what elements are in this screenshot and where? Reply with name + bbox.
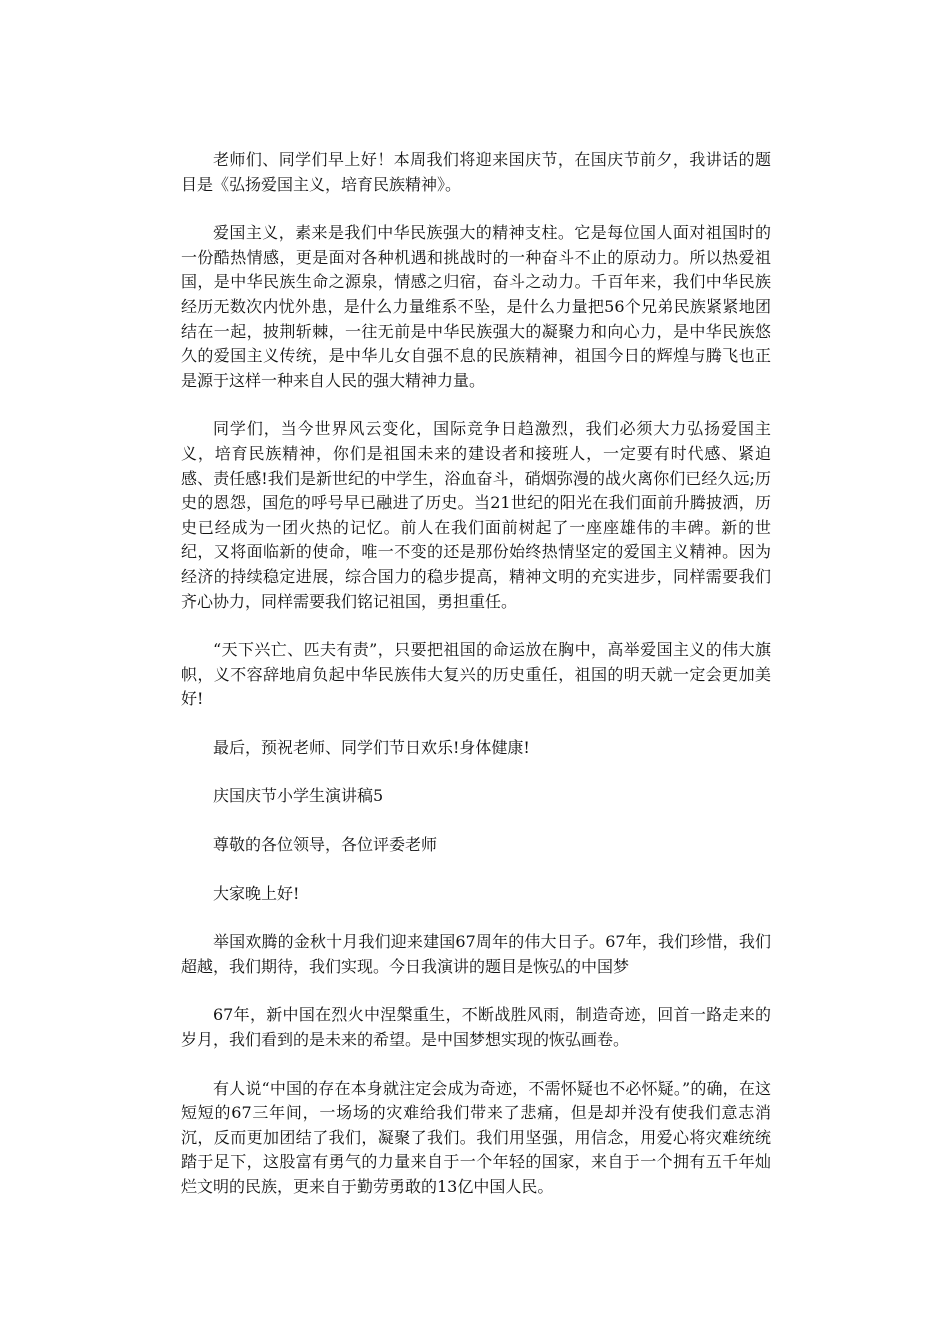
paragraph-rebirth: 67年，新中国在烈火中涅槃重生，不断战胜风雨，制造奇迹，回首一路走来的岁月，我们看到的是未来的希望。是中国梦想实现的恢弘画卷。 xyxy=(181,1005,771,1050)
paragraph-greeting: 老师们、同学们早上好！本周我们将迎来国庆节，在国庆节前夕，我讲话的题目是《弘扬爱国主义，培育民族精神》。 xyxy=(181,150,771,194)
paragraph-miracle: 有人说“中国的存在本身就注定会成为奇迹，不需怀疑也不必怀疑。”的确，在这短短的67三年间，一场场的灾难给我们带来了悲痛，但是却并没有使我们意志消沉，反而更加团结了我们，凝聚了我们。我们用坚强，用信念，用爱心将灾难统统踏于足下，这股富有勇气的力量来自于一个年轻的国家，来自于一个拥有五千年灿烂文明的民族，更来自于勤劳勇敢的13亿中国人民。 xyxy=(181,1078,771,1196)
document-body xyxy=(181,148,771,1224)
paragraph-students: 同学们，当今世界风云变化，国际竞争日趋激烈，我们必须大力弘扬爱国主义，培育民族精神，你们是祖国未来的建设者和接班人，一定要有时代感、紧迫感、责任感!我们是新世纪的中学生，浴血奋斗，硝烟弥漫的战火离你们已经久远;历史的恩怨，国危的呼号早已融进了历史。当21世纪的阳光在我们面前升腾披洒，历史已经成为一团火热的记忆。前人在我们面前树起了一座座雄伟的丰碑。新的世纪，又将面临新的使命，唯一不变的还是那份始终热情坚定的爱国主义精神。因为经济的持续稳定进展，综合国力的稳步提高，精神文明的充实进步，同样需要我们齐心协力，同样需要我们铭记祖国，勇担重任。 xyxy=(181,419,771,611)
section-title: 庆国庆节小学生演讲稿5 xyxy=(213,786,384,806)
paragraph-patriotism: 爱国主义，素来是我们中华民族强大的精神支柱。它是每位国人面对祖国时的一份酷热情感，更是面对各种机遇和挑战时的一种奋斗不止的原动力。所以热爱祖国，是中华民族生命之源泉，情感之归宿，奋斗之动力。千百年来，我们中华民族经历无数次内忧外患，是什么力量维系不坠，是什么力量把56个兄弟民族紧紧地团结在一起，披荆斩棘，一往无前是中华民族强大的凝聚力和向心力，是中华民族悠久的爱国主义传统，是中华儿女自强不息的民族精神，祖国今日的辉煌与腾飞也正是源于这样一种来自人民的强大精神力量。 xyxy=(181,223,771,390)
paragraph-closing-wish: 最后，预祝老师、同学们节日欢乐!身体健康! xyxy=(213,737,530,757)
paragraph-anniversary: 举国欢腾的金秋十月我们迎来建国67周年的伟大日子。67年，我们珍惜，我们超越，我们期待，我们实现。今日我演讲的题目是恢弘的中国梦 xyxy=(181,932,771,976)
paragraph-responsibility: “天下兴亡、匹夫有责”，只要把祖国的命运放在胸中，高举爱国主义的伟大旗帜，义不容辞地肩负起中华民族伟大复兴的历史重任，祖国的明天就一定会更加美好! xyxy=(181,640,771,709)
paragraph-salutation: 尊敬的各位领导，各位评委老师 xyxy=(213,835,438,855)
paragraph-evening-greeting: 大家晚上好! xyxy=(213,883,300,903)
